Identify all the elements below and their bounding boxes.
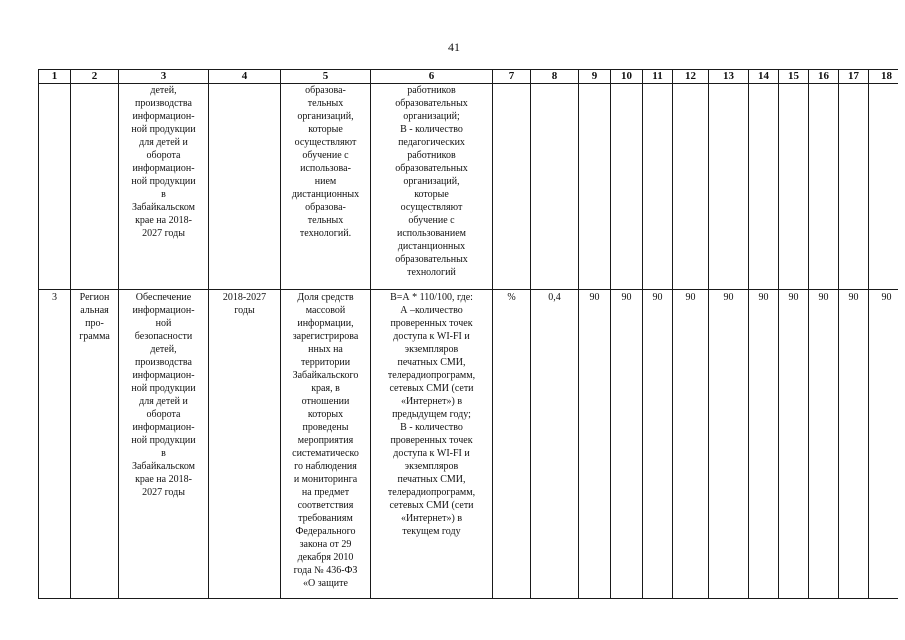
cell-value: 90 xyxy=(869,290,899,599)
table-container xyxy=(38,69,898,600)
cell-value xyxy=(643,84,673,290)
header-cell: 3 xyxy=(119,70,209,84)
cell-unit: % xyxy=(493,290,531,599)
header-cell: 18 xyxy=(869,70,899,84)
header-cell: 12 xyxy=(673,70,709,84)
cell-value xyxy=(709,84,749,290)
header-cell: 2 xyxy=(71,70,119,84)
cell-value: 90 xyxy=(709,290,749,599)
cell-formula: работников образовательных организаций; В - количество педагогических работников образовательных организаций, которые осуществляют обучение с использованием дистанционных образовательных технологий xyxy=(371,84,493,290)
page-number: 41 xyxy=(448,40,460,54)
cell-unit xyxy=(493,84,531,290)
header-cell: 17 xyxy=(839,70,869,84)
table-header-row xyxy=(39,70,899,84)
indicator-table xyxy=(38,69,898,599)
cell-base-value xyxy=(531,84,579,290)
cell-number: 3 xyxy=(39,290,71,599)
header-cell: 16 xyxy=(809,70,839,84)
header-cell: 8 xyxy=(531,70,579,84)
cell-indicator: образова- тельных организаций, которые осуществляют обучение с использова- нием дистанционных образова- тельных технологий. xyxy=(281,84,371,290)
header-cell: 13 xyxy=(709,70,749,84)
cell-number xyxy=(39,84,71,290)
cell-value: 90 xyxy=(611,290,643,599)
header-cell: 5 xyxy=(281,70,371,84)
cell-value: 90 xyxy=(809,290,839,599)
cell-program-name: детей, производства информацион- ной продукции для детей и оборота информацион- ной продукции в Забайкальском крае на 2018- 2027 годы xyxy=(119,84,209,290)
cell-base-value: 0,4 xyxy=(531,290,579,599)
header-cell: 1 xyxy=(39,70,71,84)
cell-value xyxy=(839,84,869,290)
header-cell: 14 xyxy=(749,70,779,84)
cell-type: Регион альная про- грамма xyxy=(71,290,119,599)
cell-value: 90 xyxy=(779,290,809,599)
table-row-3 xyxy=(39,290,899,599)
cell-value xyxy=(611,84,643,290)
cell-formula: В=А * 110/100, где: А –количество проверенных точек доступа к WI-FI и экземпляров печатных СМИ, телерадиопрограмм, сетевых СМИ (сети «Интернет») в предыдущем году; В - количество проверенных точек доступа к WI-FI и экземпляров печатных СМИ, телерадиопрограмм, сетевых СМИ (сети «Интернет») в текущем году xyxy=(371,290,493,599)
cell-value: 90 xyxy=(839,290,869,599)
cell-value: 90 xyxy=(673,290,709,599)
header-cell: 4 xyxy=(209,70,281,84)
header-cell: 6 xyxy=(371,70,493,84)
cell-value xyxy=(809,84,839,290)
cell-type xyxy=(71,84,119,290)
cell-value: 90 xyxy=(579,290,611,599)
header-cell: 9 xyxy=(579,70,611,84)
cell-value xyxy=(749,84,779,290)
cell-value xyxy=(673,84,709,290)
cell-value xyxy=(779,84,809,290)
header-cell: 15 xyxy=(779,70,809,84)
cell-value xyxy=(869,84,899,290)
cell-period xyxy=(209,84,281,290)
table-row-continued xyxy=(39,84,899,290)
header-cell: 10 xyxy=(611,70,643,84)
cell-value xyxy=(579,84,611,290)
header-cell: 11 xyxy=(643,70,673,84)
header-cell: 7 xyxy=(493,70,531,84)
cell-program-name: Обеспечение информацион- ной безопасности детей, производства информацион- ной продукции для детей и оборота информацион- ной продукции в Забайкальском крае на 2018- 2027 годы xyxy=(119,290,209,599)
cell-indicator: Доля средств массовой информации, зарегистрирова нных на территории Забайкальского края, в отношении которых проведены мероприятия систематическо го наблюдения и мониторинга на предмет соответствия требованиям Федерального закона от 29 декабря 2010 года № 436-ФЗ «О защите xyxy=(281,290,371,599)
cell-period: 2018-2027 годы xyxy=(209,290,281,599)
cell-value: 90 xyxy=(643,290,673,599)
cell-value: 90 xyxy=(749,290,779,599)
